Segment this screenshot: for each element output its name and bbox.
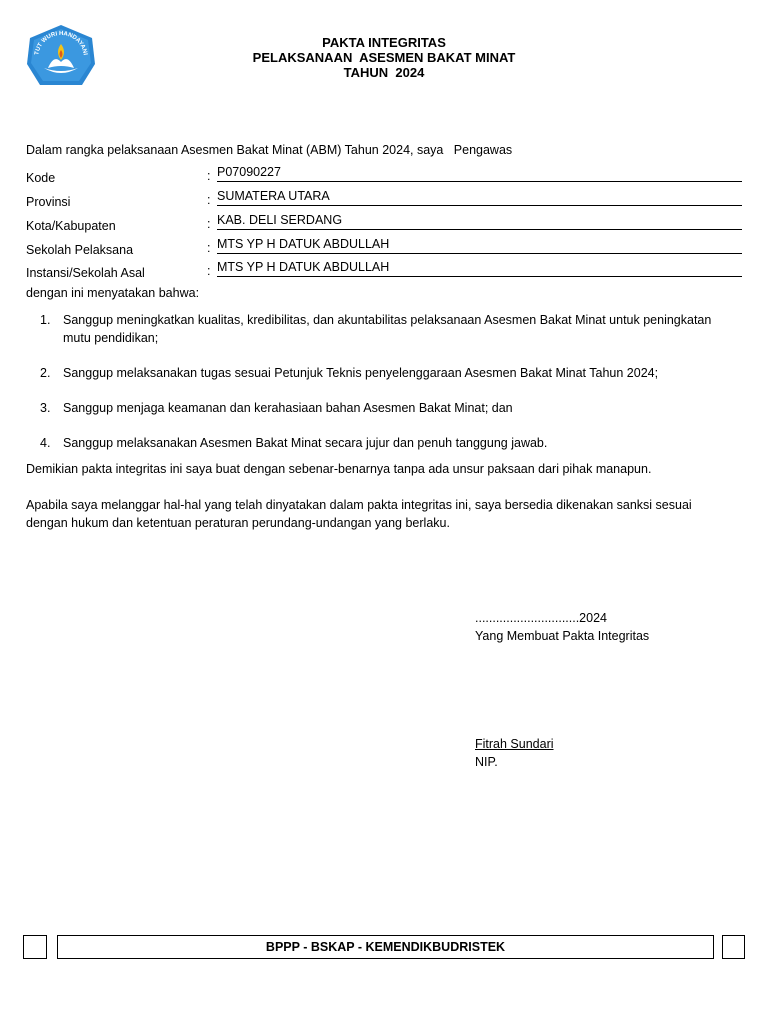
footer-right-box bbox=[722, 935, 745, 959]
title-line-3: TAHUN 2024 bbox=[343, 65, 425, 80]
document-title bbox=[0, 35, 768, 80]
title-line-1: PAKTA INTEGRITAS bbox=[322, 35, 446, 50]
field-label: Provinsi bbox=[26, 195, 71, 209]
field-colon: : bbox=[207, 264, 211, 278]
field-colon: : bbox=[207, 169, 211, 183]
field-label: Instansi/Sekolah Asal bbox=[26, 266, 145, 280]
closing-statement: Demikian pakta integritas ini saya buat dengan sebenar-benarnya tanpa ada unsur paksaan dari pihak manapun. bbox=[26, 462, 652, 476]
intro-text: Dalam rangka pelaksanaan Asesmen Bakat Minat (ABM) Tahun 2024, saya Pengawas bbox=[26, 143, 513, 157]
field-colon: : bbox=[207, 217, 211, 231]
statement-lead: dengan ini menyatakan bahwa: bbox=[26, 286, 200, 300]
list-item-number: 3. bbox=[40, 401, 51, 415]
list-item-number: 2. bbox=[40, 366, 51, 380]
signer-nip: NIP. bbox=[475, 755, 498, 769]
field-sekolah-pelaksana bbox=[26, 235, 742, 257]
signature-role: Yang Membuat Pakta Integritas bbox=[475, 629, 650, 643]
field-label: Sekolah Pelaksana bbox=[26, 243, 134, 257]
list-item-text: Sanggup melaksanakan tugas sesuai Petunjuk Teknis penyelenggaraan Asesmen Bakat Minat Tahun 2024; bbox=[63, 366, 659, 380]
field-value: P07090227 bbox=[217, 163, 742, 182]
list-item-number: 4. bbox=[40, 436, 51, 450]
footer-label: BPPP - BSKAP - KEMENDIKBUDRISTEK bbox=[57, 935, 714, 959]
signature-date: ..............................2024 bbox=[475, 611, 607, 625]
field-value: MTS YP H DATUK ABDULLAH bbox=[217, 235, 742, 254]
field-colon: : bbox=[207, 193, 211, 207]
sanction-statement: Apabila saya melanggar hal-hal yang telah dinyatakan dalam pakta integritas ini, saya bersedia dikenakan sanksi sesuai dengan hukum dan ketentuan peraturan perundang-undangan yang berlaku. bbox=[26, 498, 692, 530]
field-provinsi bbox=[26, 187, 742, 209]
footer-left-box bbox=[23, 935, 47, 959]
field-value: MTS YP H DATUK ABDULLAH bbox=[217, 258, 742, 277]
svg-text:TUT WURI HANDAYANI: TUT WURI HANDAYANI bbox=[34, 30, 88, 56]
field-label: Kota/Kabupaten bbox=[26, 219, 116, 233]
title-line-2: PELAKSANAAN ASESMEN BAKAT MINAT bbox=[252, 50, 516, 65]
field-colon: : bbox=[207, 241, 211, 255]
list-item-text: Sanggup meningkatkan kualitas, kredibilitas, dan akuntabilitas pelaksanaan Asesmen Bakat Minat untuk peningkatan mutu pendidikan; bbox=[63, 313, 712, 345]
field-instansi-sekolah-asal bbox=[26, 258, 742, 280]
list-item-text: Sanggup menjaga keamanan dan kerahasiaan bahan Asesmen Bakat Minat; dan bbox=[63, 401, 513, 415]
field-kota-kabupaten bbox=[26, 211, 742, 233]
signer-name: Fitrah Sundari bbox=[475, 737, 554, 751]
field-value: KAB. DELI SERDANG bbox=[217, 211, 742, 230]
field-label: Kode bbox=[26, 171, 56, 185]
list-item-text: Sanggup melaksanakan Asesmen Bakat Minat secara jujur dan penuh tanggung jawab. bbox=[63, 436, 548, 450]
field-value: SUMATERA UTARA bbox=[217, 187, 742, 206]
field-kode bbox=[26, 163, 742, 185]
list-item-number: 1. bbox=[40, 313, 51, 327]
